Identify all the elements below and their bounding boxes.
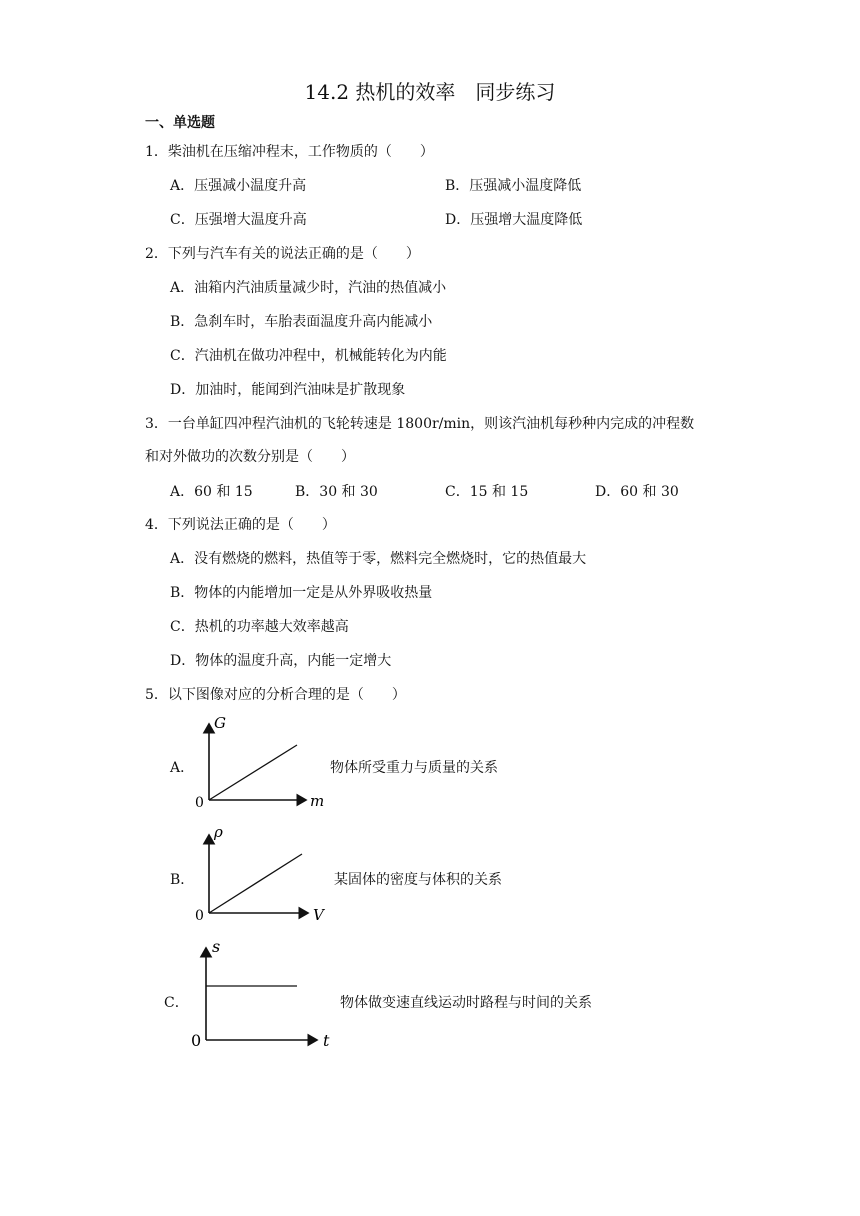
q1-option-a[interactable]: A．压强减小温度升高 <box>170 178 307 194</box>
q2-option-c[interactable]: C．汽油机在做功冲程中，机械能转化为内能 <box>170 348 447 364</box>
q2-option-d[interactable]: D．加油时，能闻到汽油味是扩散现象 <box>170 382 406 398</box>
q5-graph-c <box>185 936 340 1054</box>
question-3-stem-line2: 和对外做功的次数分别是（ ） <box>145 449 355 465</box>
question-3-stem-line1: 3．一台单缸四冲程汽油机的飞轮转速是 1800r/min，则该汽油机每秒种内完成的冲程数 <box>145 416 695 432</box>
q4-option-d[interactable]: D．物体的温度升高，内能一定增大 <box>170 653 392 669</box>
q1-option-b[interactable]: B．压强减小温度降低 <box>445 178 582 194</box>
q5-graph-b <box>186 823 336 927</box>
q3-option-c[interactable]: C．15 和 15 <box>445 484 529 500</box>
q2-option-b[interactable]: B．急刹车时，车胎表面温度升高内能减小 <box>170 314 433 330</box>
q4-option-c[interactable]: C．热机的功率越大效率越高 <box>170 619 349 635</box>
question-4-stem: 4．下列说法正确的是（ ） <box>145 517 336 533</box>
y-axis-label: s <box>212 937 221 956</box>
q5-option-c-letter[interactable]: C． <box>164 995 189 1011</box>
page-title: 14.2 热机的效率 同步练习 <box>304 80 556 104</box>
question-1-stem: 1．柴油机在压缩冲程末，工作物质的（ ） <box>145 144 434 160</box>
y-axis-label: ρ <box>214 823 223 841</box>
q5-option-c-caption: 物体做变速直线运动时路程与时间的关系 <box>340 995 592 1011</box>
x-axis-label: m <box>310 792 325 810</box>
q5-option-a-letter[interactable]: A． <box>170 760 195 776</box>
origin-label: 0 <box>195 795 204 811</box>
q3-option-a[interactable]: A．60 和 15 <box>170 484 253 500</box>
origin-label: 0 <box>195 908 204 924</box>
origin-label: 0 <box>191 1031 202 1050</box>
q5-option-b-caption: 某固体的密度与体积的关系 <box>334 872 502 888</box>
q3-option-b[interactable]: B．30 和 30 <box>295 484 378 500</box>
question-5-stem: 5．以下图像对应的分析合理的是（ ） <box>145 687 406 703</box>
section-heading: 一、单选题 <box>145 115 215 131</box>
q4-option-a[interactable]: A．没有燃烧的燃料，热值等于零，燃料完全燃烧时，它的热值最大 <box>170 551 587 567</box>
graph-line <box>209 745 297 800</box>
q1-option-d[interactable]: D．压强增大温度降低 <box>445 212 583 228</box>
q1-option-c[interactable]: C．压强增大温度升高 <box>170 212 307 228</box>
x-axis-label: t <box>323 1031 330 1050</box>
graph-line <box>209 854 302 913</box>
q3-option-d[interactable]: D．60 和 30 <box>595 484 679 500</box>
q2-option-a[interactable]: A．油箱内汽油质量减少时，汽油的热值减小 <box>170 280 447 296</box>
q4-option-b[interactable]: B．物体的内能增加一定是从外界吸收热量 <box>170 585 433 601</box>
q5-graph-a <box>186 712 336 812</box>
y-axis-label: G <box>214 714 226 732</box>
q5-option-b-letter[interactable]: B． <box>170 872 195 888</box>
x-axis-label: V <box>313 906 324 924</box>
q5-option-a-caption: 物体所受重力与质量的关系 <box>330 760 498 776</box>
question-2-stem: 2．下列与汽车有关的说法正确的是（ ） <box>145 246 420 262</box>
